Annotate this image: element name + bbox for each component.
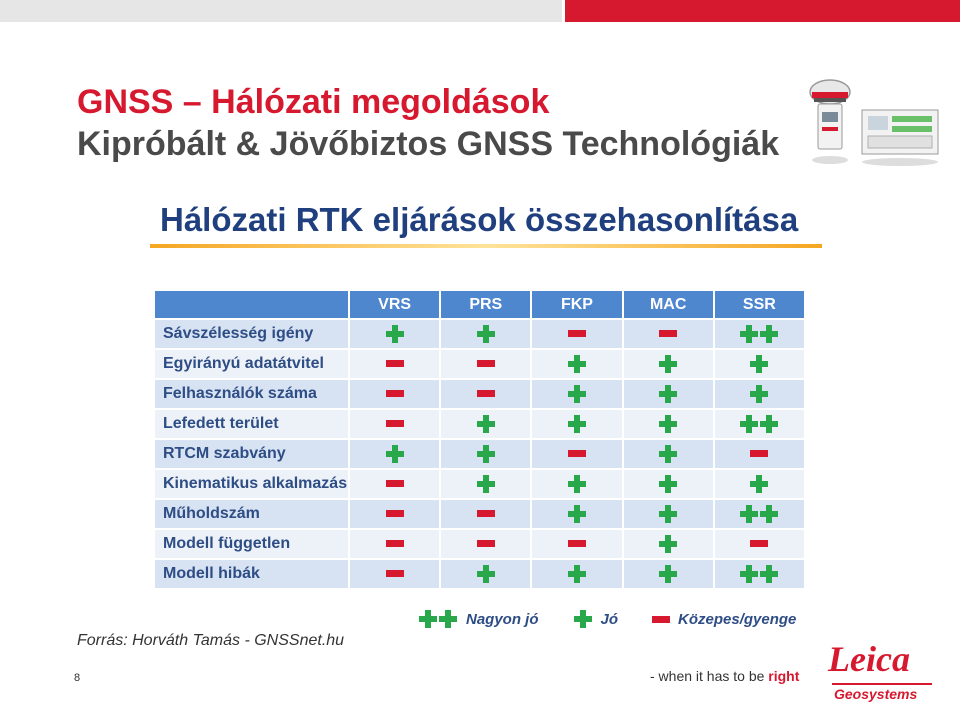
table-row [155,319,805,349]
plus-icon [568,475,586,493]
plus-icon [760,325,778,343]
header-empty-cell [155,291,349,319]
plus-icon [568,505,586,523]
plus-icon [740,415,758,433]
rating-cell [531,319,622,349]
table-row [155,529,805,559]
row-label: Modell független [155,529,349,559]
minus-icon [386,510,404,517]
table-row [155,439,805,469]
plus-icon [419,610,437,628]
rating-cell [531,499,622,529]
rating-cell [349,559,440,588]
plus-icon [568,415,586,433]
minus-icon [386,420,404,427]
minus-icon [477,360,495,367]
table-header-row [155,291,805,319]
logo-divider [832,683,932,685]
rating-cell [531,559,622,588]
table-row [155,409,805,439]
legend-good: Jó [600,610,619,628]
tagline-prefix: - when it has to be [650,668,769,684]
rating-cell [349,319,440,349]
rating-cell [623,349,714,379]
chart-title-underline [150,244,822,248]
rating-cell [623,469,714,499]
rating-cell [349,529,440,559]
plus-icon [659,565,677,583]
plus-icon [386,445,404,463]
plus-icon [760,415,778,433]
minus-icon [477,510,495,517]
rating-cell [349,499,440,529]
rating-cell [440,319,531,349]
rating-cell [440,349,531,379]
minus-icon [477,390,495,397]
plus-icon [760,505,778,523]
rating-cell [440,469,531,499]
minus-icon [652,616,670,623]
row-label: Műholdszám [155,499,349,529]
plus-icon [568,565,586,583]
rating-cell [623,319,714,349]
column-header: MAC [623,291,714,319]
plus-icon [659,355,677,373]
rating-cell [714,439,805,469]
minus-icon [568,450,586,457]
row-label: Lefedett terület [155,409,349,439]
rating-cell [349,379,440,409]
plus-icon [574,610,592,628]
rating-cell [623,409,714,439]
rating-cell [623,529,714,559]
comparison-table [155,291,806,588]
legend-medium: Közepes/gyenge [678,610,797,628]
rating-cell [349,349,440,379]
plus-icon [740,565,758,583]
rating-cell [714,349,805,379]
minus-icon [750,450,768,457]
rating-cell [349,469,440,499]
rating-cell [531,439,622,469]
page-number: 8 [74,672,81,684]
plus-icon [760,565,778,583]
row-label: Felhasználók száma [155,379,349,409]
plus-icon [477,565,495,583]
column-header: VRS [349,291,440,319]
rating-cell [531,409,622,439]
plus-icon [477,475,495,493]
column-header: FKP [531,291,622,319]
rating-cell [531,349,622,379]
plus-icon [750,385,768,403]
minus-icon [386,540,404,547]
row-label: Kinematikus alkalmazás [155,469,349,499]
table-row [155,349,805,379]
brand-name: Leica [828,639,910,679]
rating-cell [440,439,531,469]
legend [418,606,830,632]
rating-cell [440,559,531,588]
minus-icon [386,480,404,487]
rating-cell [440,529,531,559]
rating-cell [349,439,440,469]
rating-cell [531,379,622,409]
rating-cell [714,409,805,439]
minus-icon [568,330,586,337]
minus-icon [477,540,495,547]
row-label: RTCM szabvány [155,439,349,469]
legend-very-good: Nagyon jó [466,610,539,628]
column-header: SSR [714,291,805,319]
plus-icon [750,355,768,373]
rating-cell [440,409,531,439]
plus-icon [659,505,677,523]
tagline [650,668,799,684]
rating-cell [349,409,440,439]
plus-icon [386,325,404,343]
minus-icon [750,540,768,547]
gnss-devices-image [800,72,945,172]
rating-cell [531,469,622,499]
plus-icon [659,445,677,463]
rating-cell [714,559,805,588]
rating-cell [440,499,531,529]
top-bar-gray [0,0,562,22]
table-row [155,559,805,588]
brand-subtitle: Geosystems [834,686,918,702]
plus-icon [477,415,495,433]
rating-cell [623,379,714,409]
source-citation: Forrás: Horváth Tamás - GNSSnet.hu [77,632,345,649]
plus-icon [659,415,677,433]
rating-cell [623,499,714,529]
table-row [155,469,805,499]
row-label: Egyirányú adatátvitel [155,349,349,379]
plus-icon [477,325,495,343]
rating-cell [714,529,805,559]
leica-logo [828,638,938,710]
slide-subtitle: Kipróbált & Jövőbiztos GNSS Technológiák [77,125,780,163]
slide-title: GNSS – Hálózati megoldások [77,83,550,121]
rating-cell [623,559,714,588]
rating-cell [440,379,531,409]
plus-icon [740,325,758,343]
plus-icon [659,475,677,493]
rating-cell [531,529,622,559]
plus-icon [568,355,586,373]
rating-cell [714,319,805,349]
plus-icon [439,610,457,628]
plus-icon [659,385,677,403]
plus-icon [659,535,677,553]
minus-icon [659,330,677,337]
rating-cell [714,469,805,499]
row-label: Modell hibák [155,559,349,588]
minus-icon [386,390,404,397]
table-row [155,499,805,529]
table-row [155,379,805,409]
row-label: Sávszélesség igény [155,319,349,349]
plus-icon [477,445,495,463]
rating-cell [714,499,805,529]
top-bar-red [565,0,960,22]
plus-icon [750,475,768,493]
minus-icon [568,540,586,547]
plus-icon [568,385,586,403]
tagline-emphasis: right [768,668,800,684]
minus-icon [386,360,404,367]
plus-icon [740,505,758,523]
chart-title: Hálózati RTK eljárások összehasonlítása [160,201,799,238]
rating-cell [623,439,714,469]
minus-icon [386,570,404,577]
column-header: PRS [440,291,531,319]
rating-cell [714,379,805,409]
